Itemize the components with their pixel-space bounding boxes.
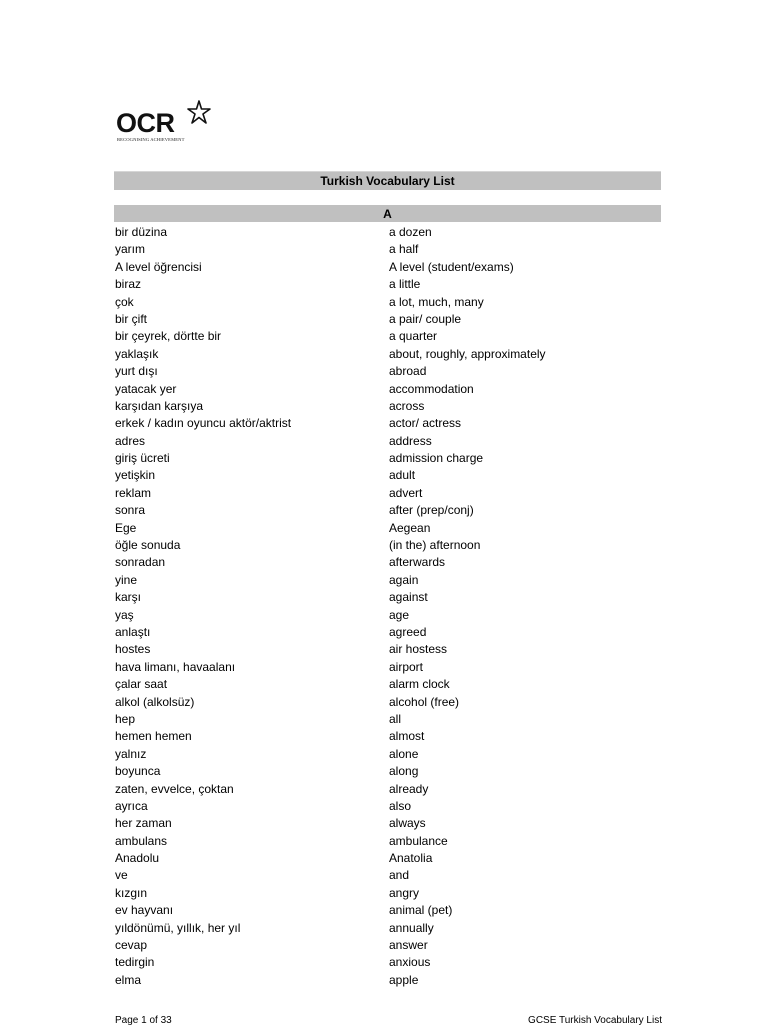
vocab-row bbox=[115, 798, 661, 815]
turkish-term: yine bbox=[115, 572, 138, 587]
english-term: a lot, much, many bbox=[389, 294, 484, 309]
vocab-row bbox=[115, 902, 661, 919]
turkish-term: çalar saat bbox=[115, 677, 168, 692]
turkish-term: yaş bbox=[115, 607, 134, 622]
vocab-row bbox=[115, 659, 661, 676]
english-term: actor/ actress bbox=[389, 416, 462, 431]
ocr-logo bbox=[116, 100, 216, 144]
turkish-term: bir düzina bbox=[115, 225, 168, 239]
vocab-row bbox=[115, 954, 661, 971]
turkish-term: yıldönümü, yıllık, her yıl bbox=[115, 920, 241, 935]
vocab-row bbox=[115, 241, 661, 258]
english-term: always bbox=[389, 816, 426, 831]
vocab-row bbox=[115, 224, 661, 241]
english-term: A level (student/exams) bbox=[389, 259, 514, 274]
turkish-term: hep bbox=[115, 711, 136, 726]
vocab-row bbox=[115, 311, 661, 328]
english-term: Anatolia bbox=[389, 851, 433, 866]
english-term: agreed bbox=[389, 624, 427, 639]
english-term: animal (pet) bbox=[389, 903, 453, 918]
english-term: age bbox=[389, 607, 410, 622]
vocab-row bbox=[115, 520, 661, 537]
vocabulary-list bbox=[115, 224, 661, 989]
english-term: about, roughly, approximately bbox=[389, 346, 546, 361]
turkish-term: adres bbox=[115, 433, 146, 448]
turkish-term: boyunca bbox=[115, 764, 161, 779]
turkish-term: giriş ücreti bbox=[115, 451, 170, 466]
english-term: angry bbox=[389, 885, 420, 900]
vocab-row bbox=[115, 711, 661, 728]
vocab-row bbox=[115, 537, 661, 554]
turkish-term: hemen hemen bbox=[115, 729, 192, 744]
turkish-term: ambulans bbox=[115, 833, 168, 848]
vocab-row bbox=[115, 920, 661, 937]
turkish-term: reklam bbox=[115, 485, 152, 500]
english-term: alone bbox=[389, 746, 419, 761]
english-term: apple bbox=[389, 972, 419, 987]
vocab-row bbox=[115, 450, 661, 467]
english-term: and bbox=[389, 868, 410, 883]
english-term: abroad bbox=[389, 364, 427, 379]
star-icon bbox=[185, 100, 211, 126]
turkish-term: yaklaşık bbox=[115, 346, 159, 361]
turkish-term: yalnız bbox=[115, 746, 147, 761]
english-term: ambulance bbox=[389, 833, 448, 848]
english-term: anxious bbox=[389, 955, 431, 970]
vocab-row bbox=[115, 415, 661, 432]
turkish-term: ev hayvanı bbox=[115, 903, 174, 918]
vocab-row bbox=[115, 589, 661, 606]
english-term: answer bbox=[389, 938, 428, 953]
english-term: a little bbox=[389, 277, 421, 292]
vocab-row bbox=[115, 381, 661, 398]
vocab-row bbox=[115, 328, 661, 345]
turkish-term: ve bbox=[115, 868, 128, 883]
vocab-row bbox=[115, 746, 661, 763]
english-term: almost bbox=[389, 729, 425, 744]
turkish-term: tedirgin bbox=[115, 955, 155, 970]
page-number: Page 1 of 33 bbox=[115, 1015, 172, 1026]
english-term: Aegean bbox=[389, 520, 431, 535]
footer-document-name: GCSE Turkish Vocabulary List bbox=[528, 1015, 662, 1026]
english-term: alarm clock bbox=[389, 677, 450, 692]
english-term: all bbox=[389, 711, 402, 726]
english-term: (in the) afternoon bbox=[389, 538, 481, 553]
turkish-term: bir çift bbox=[115, 311, 148, 326]
turkish-term: anlaştı bbox=[115, 624, 151, 639]
vocab-row bbox=[115, 763, 661, 780]
english-term: along bbox=[389, 764, 419, 779]
english-term: against bbox=[389, 590, 428, 605]
turkish-term: bir çeyrek, dörtte bir bbox=[115, 329, 222, 344]
turkish-term: yarım bbox=[115, 242, 145, 257]
vocab-row bbox=[115, 259, 661, 276]
vocab-row bbox=[115, 728, 661, 745]
turkish-term: kızgın bbox=[115, 885, 148, 900]
english-term: accommodation bbox=[389, 381, 474, 396]
turkish-term: yetişkin bbox=[115, 468, 156, 483]
english-term: adult bbox=[389, 468, 416, 483]
turkish-term: ayrıca bbox=[115, 798, 148, 813]
turkish-term: Anadolu bbox=[115, 851, 160, 866]
turkish-term: hostes bbox=[115, 642, 151, 657]
vocab-row bbox=[115, 346, 661, 363]
turkish-term: her zaman bbox=[115, 816, 172, 831]
english-term: a pair/ couple bbox=[389, 311, 462, 326]
english-term: a half bbox=[389, 242, 419, 257]
document-title: Turkish Vocabulary List bbox=[114, 171, 661, 190]
vocab-row bbox=[115, 433, 661, 450]
vocab-row bbox=[115, 363, 661, 380]
logo-text: OCR bbox=[116, 108, 175, 138]
vocab-row bbox=[115, 641, 661, 658]
turkish-term: karşı bbox=[115, 590, 142, 605]
english-term: a quarter bbox=[389, 329, 438, 344]
vocab-row bbox=[115, 885, 661, 902]
logo-tagline: RECOGNISING ACHIEVEMENT bbox=[117, 137, 185, 142]
vocab-row bbox=[115, 833, 661, 850]
vocab-row bbox=[115, 676, 661, 693]
english-term: air hostess bbox=[389, 642, 448, 657]
english-term: after (prep/conj) bbox=[389, 503, 474, 518]
english-term: airport bbox=[389, 659, 424, 674]
turkish-term: yatacak yer bbox=[115, 381, 177, 396]
english-term: a dozen bbox=[389, 225, 432, 239]
english-term: already bbox=[389, 781, 429, 796]
english-term: afterwards bbox=[389, 555, 446, 570]
vocab-row bbox=[115, 276, 661, 293]
vocab-row bbox=[115, 607, 661, 624]
vocab-row bbox=[115, 485, 661, 502]
turkish-term: elma bbox=[115, 972, 142, 987]
turkish-term: zaten, evvelce, çoktan bbox=[115, 781, 234, 796]
vocab-row bbox=[115, 867, 661, 884]
vocab-row bbox=[115, 972, 661, 989]
turkish-term: hava limanı, havaalanı bbox=[115, 659, 236, 674]
vocab-row bbox=[115, 572, 661, 589]
turkish-term: karşıdan karşıya bbox=[115, 398, 204, 413]
vocab-row bbox=[115, 554, 661, 571]
english-term: also bbox=[389, 798, 412, 813]
vocab-row bbox=[115, 937, 661, 954]
english-term: alcohol (free) bbox=[389, 694, 460, 709]
vocab-row bbox=[115, 850, 661, 867]
vocab-row bbox=[115, 294, 661, 311]
vocab-row bbox=[115, 502, 661, 519]
turkish-term: biraz bbox=[115, 277, 142, 292]
vocab-row bbox=[115, 815, 661, 832]
turkish-term: Ege bbox=[115, 520, 137, 535]
turkish-term: alkol (alkolsüz) bbox=[115, 694, 195, 709]
turkish-term: sonradan bbox=[115, 555, 166, 570]
vocab-row bbox=[115, 398, 661, 415]
turkish-term: erkek / kadın oyuncu aktör/aktrist bbox=[115, 416, 292, 431]
turkish-term: cevap bbox=[115, 938, 148, 953]
vocab-row bbox=[115, 467, 661, 484]
english-term: advert bbox=[389, 485, 423, 500]
english-term: annually bbox=[389, 920, 434, 935]
english-term: again bbox=[389, 572, 419, 587]
english-term: address bbox=[389, 433, 432, 448]
vocab-row bbox=[115, 624, 661, 641]
vocab-row bbox=[115, 694, 661, 711]
english-term: across bbox=[389, 398, 425, 413]
english-term: admission charge bbox=[389, 451, 484, 466]
turkish-term: A level öğrencisi bbox=[115, 259, 202, 274]
turkish-term: öğle sonuda bbox=[115, 538, 181, 553]
vocab-row bbox=[115, 781, 661, 798]
turkish-term: yurt dışı bbox=[115, 364, 158, 379]
turkish-term: sonra bbox=[115, 503, 146, 518]
section-letter-header: A bbox=[114, 205, 661, 222]
turkish-term: çok bbox=[115, 294, 134, 309]
